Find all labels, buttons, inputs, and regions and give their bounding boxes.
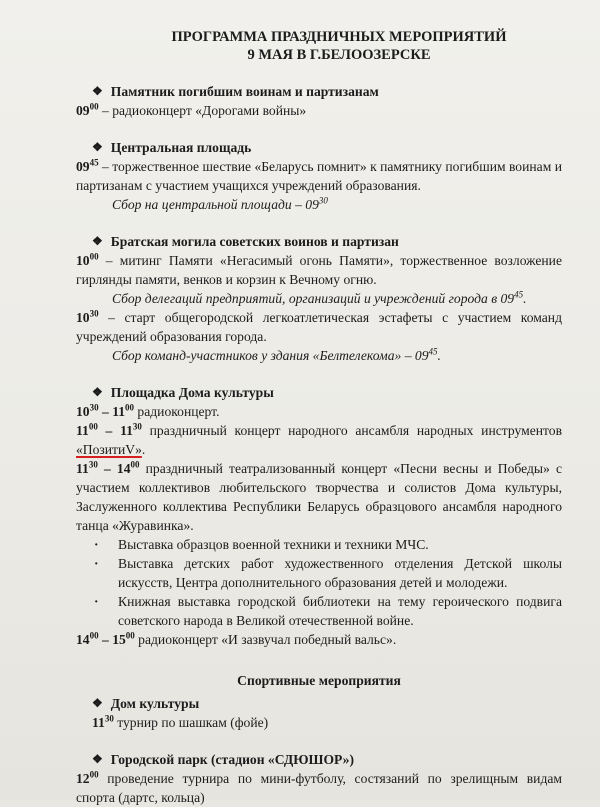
- ensemble-name: «ПозитиV»: [76, 442, 142, 457]
- schedule-item: $14^{00} - 15^{00}$ радиоконцерт «И зазвучал победный вальс».: [76, 630, 397, 647]
- schedule-item: $10^{00}$ – митинг Памяти «Негасимый огонь Памяти», торжественное возложение гирлянды памяти, венков и корзин к Вечному огню.: [76, 251, 562, 287]
- schedule-item: $11^{30}$ турнир по шашкам (фойе): [92, 713, 269, 730]
- list-item: · Выставка детских работ художественного отделения Детской школы искусств, Центра дополнительного образования детей и молодежи.: [92, 554, 562, 592]
- diamond-icon: ❖: [92, 696, 103, 710]
- diamond-icon: ❖: [92, 752, 103, 766]
- section-heading: ❖ Городской парк (стадион «СДЮШОР»): [92, 752, 354, 767]
- list-item: · Книжная выставка городской библиотеки на тему героического подвига советского народа в Великой отечественной войне.: [92, 592, 562, 630]
- section-heading: ❖ Дом культуры: [92, 696, 200, 711]
- list-item: · Выставка образцов военной техники и техники МЧС.: [92, 535, 562, 554]
- section-heading: ❖ Площадка Дома культуры: [92, 385, 274, 400]
- assembly-note: Сбор на центральной площади – $09^{30}$: [112, 195, 328, 212]
- diamond-icon: ❖: [92, 385, 103, 399]
- section-culture-house: [76, 383, 562, 649]
- section-central-square: [76, 138, 562, 214]
- section-heading: ❖ Братская могила советских воинов и партизан: [92, 234, 399, 249]
- schedule-item: $12^{00}$ проведение турнира по мини-футболу, состязаний по зрелищным видам спорта (дартс, кольца): [76, 769, 562, 805]
- section-monument: [76, 82, 562, 120]
- schedule-item: $10^{30}$ – старт общегородской легкоатлетическая эстафеты с участием команд учреждений образования города.: [76, 308, 562, 344]
- section-mass-grave: [76, 232, 562, 365]
- schedule-item: $11^{00} - 11^{30}$ праздничный концерт народного ансамбля народных инструментов «ПозитиV».: [76, 421, 562, 457]
- title-line-2: 9 МАЯ В Г.БЕЛООЗЕРСКЕ: [247, 47, 431, 63]
- diamond-icon: ❖: [92, 234, 103, 248]
- section-city-park: [76, 750, 562, 807]
- schedule-item: $09^{00}$ – радиоконцерт «Дорогами войны»: [76, 101, 307, 118]
- schedule-item: $11^{30} - 14^{00}$ праздничный театрализованный концерт «Песни весны и Победы» с участием коллективов любительского творчества и солистов Дома культуры, Заслуженного коллектива Республики Беларусь образцового ансамбля народного танца «Журавинка».: [76, 459, 563, 533]
- page-title: [116, 28, 562, 64]
- section-sport-culture-house: [76, 694, 562, 732]
- assembly-note: Сбор команд-участников у здания «Белтелекома» – $09^{45}$.: [112, 346, 441, 363]
- assembly-note: Сбор делегаций предприятий, организаций и учреждений города в $09^{45}$.: [112, 289, 527, 306]
- section-heading: ❖ Памятник погибшим воинам и партизанам: [92, 84, 379, 99]
- section-heading: ❖ Центральная площадь: [92, 140, 252, 155]
- schedule-item: $10^{30} - 11^{00}$ радиоконцерт.: [76, 402, 220, 419]
- sports-title: Спортивные мероприятия: [237, 673, 401, 688]
- diamond-icon: ❖: [92, 84, 103, 98]
- exhibition-list: [76, 535, 562, 630]
- diamond-icon: ❖: [92, 140, 103, 154]
- title-line-1: ПРОГРАММА ПРАЗДНИЧНЫХ МЕРОПРИЯТИЙ: [171, 29, 507, 45]
- schedule-item: $09^{45}$ – торжественное шествие «Беларусь помнит» к памятнику погибшим воинам и партизанам с участием учащихся учреждений образования.: [76, 157, 562, 193]
